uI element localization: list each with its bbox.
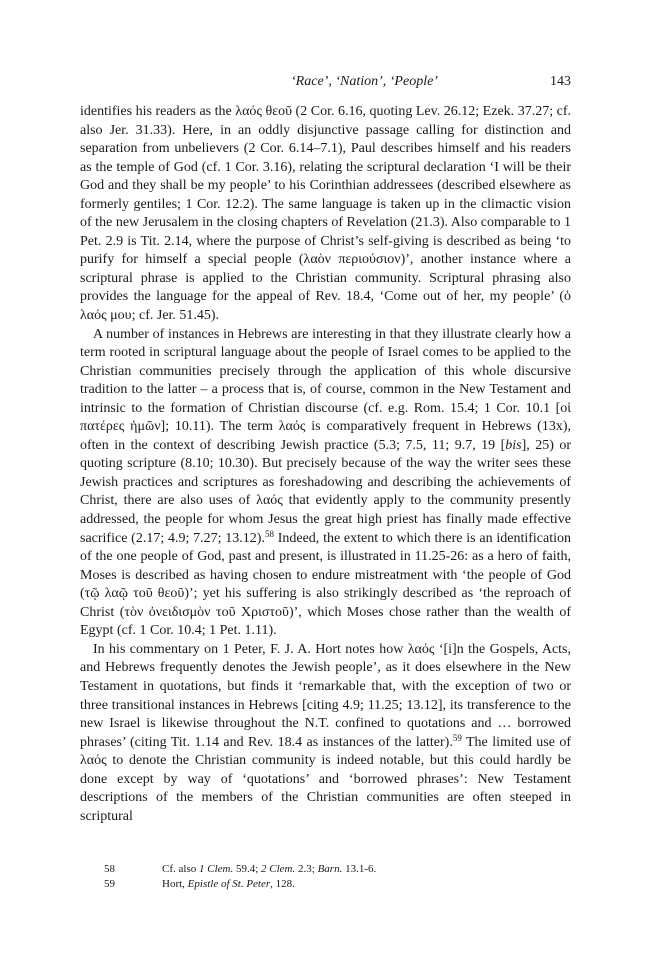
text-run: Cf. also	[162, 863, 199, 875]
footnote	[104, 862, 571, 877]
text-run: , 128.	[270, 878, 295, 890]
text-run: In his commentary on 1 Peter, F. J. A. Hort notes how λαός ‘[i]n the Gospels, Acts, and Hebrews frequently denotes the Jewish people’, as it does elsewhere in the New Testament in quotations, but finds it ‘remarkable that, with the exception of two or three transitional instances in Hebrews [citing 4.9; 11.25; 13.12], its transference to the new Israel is likewise throughout the N.T. confined to quotations and … borrowed phrases’ (citing Tit. 1.14 and Rev. 18.4 as instances of the latter).	[80, 641, 571, 750]
footnote	[104, 877, 571, 892]
text-run: A number of instances in Hebrews are interesting in that they illustrate clearly how a term rooted in scriptural language about the people of Israel comes to be applied to the Christian communities precisely through the application of this whole discursive tradition to the latter – a process that is, of course, common in the New Testament and intrinsic to the formation of Christian discourse (cf. e.g. Rom. 15.4; 1 Cor. 10.1 [οἱ πατέρες ἡμῶν]; 10.11). The term λαός is comparatively frequent in Hebrews (13x), often in the context of describing Jewish practice (5.3; 7.5, 11; 9.7, 19 [	[80, 326, 571, 453]
body-text	[80, 103, 571, 826]
footnote-text	[162, 877, 571, 892]
footnotes	[104, 862, 571, 892]
italic-text: Barn.	[317, 863, 343, 875]
footnote-ref: 59	[452, 732, 462, 743]
paragraph	[80, 326, 571, 641]
text-run: 2.3;	[295, 863, 318, 875]
text-run: identifies his readers as the λαός θεοῦ (2 Cor. 6.16, quoting Lev. 26.12; Ezek. 37.27; cf. also Jer. 31.33). Here, in an oddly disjunctive passage calling for distinction and separation from unbelievers (2 Cor. 6.14–7.1), Paul describes himself and his readers as the temple of God (cf. 1 Cor. 3.16), relating the scriptural declaration ‘I will be their God and they shall be my people’ to his Corinthian addressees (described elsewhere as formerly gentiles; 1 Cor. 12.2). The same language is taken up in the climactic vision of the new Jerusalem in the closing chapters of Revelation (21.3). Also comparable to 1 Pet. 2.9 is Tit. 2.14, where the purpose of Christ’s self-giving is described as being ‘to purify for himself a special people (λαὸν περιούσιον)’, another instance where a scriptural phrase is applied to the Christian community. Scriptural phrasing also provides the language for the appeal of Rev. 18.4, ‘Come out of her, my people’ (ὁ λαός μου; cf. Jer. 51.45).	[80, 104, 571, 324]
italic-text: Epistle of St. Peter	[187, 878, 271, 890]
footnote-ref: 58	[264, 528, 274, 539]
italic-text: 2 Clem.	[261, 863, 296, 875]
text-run: Indeed, the extent to which there is an identification of the one people of God, past and present, is illustrated in 11.25-26: as a hero of faith, Moses is described as having chosen to endure mistreatment with ‘the people of God (τῷ λαῷ τοῦ θεοῦ)’; yet his suffering is also strikingly described as ‘the reproach of Christ (τὸν ὀνειδισμὸν τοῦ Χριστοῦ)’, which Moses chose rather than the wealth of Egypt (cf. 1 Cor. 10.4; 1 Pet. 1.11).	[80, 530, 571, 639]
page-number: 143	[550, 74, 571, 89]
text-run: 13.1-6.	[342, 863, 377, 875]
footnote-text	[162, 862, 571, 877]
text-run: 59.4;	[233, 863, 262, 875]
paragraph	[80, 641, 571, 826]
text-run: ], 25) or quoting scripture (8.10; 10.30). But precisely because of the way the writer sees these Jewish practices and scriptures as foreshadowing and describing the achievements of Christ, there are also uses of λαός that evidently apply to the community presently addressed, the people for whom Jesus the great high priest has finally made effective sacrifice (2.17; 4.9; 7.27; 13.12).	[80, 437, 571, 546]
paragraph	[80, 103, 571, 326]
text-run: Hort,	[162, 878, 188, 890]
italic-text: 1 Clem.	[198, 863, 234, 875]
text-run: The limited use of λαός to denote the Christian community is indeed notable, but this could hardly be done except by way of ‘quotations’ and ‘borrowed phrases’: New Testament descriptions of the members of the Christian communities are often steeped in scriptural	[80, 734, 572, 824]
footnote-number: 58	[104, 863, 115, 875]
italic-text: bis	[505, 437, 522, 453]
footnote-number: 59	[104, 878, 115, 890]
running-head-title: ‘Race’, ‘Nation’, ‘People’	[291, 74, 438, 89]
